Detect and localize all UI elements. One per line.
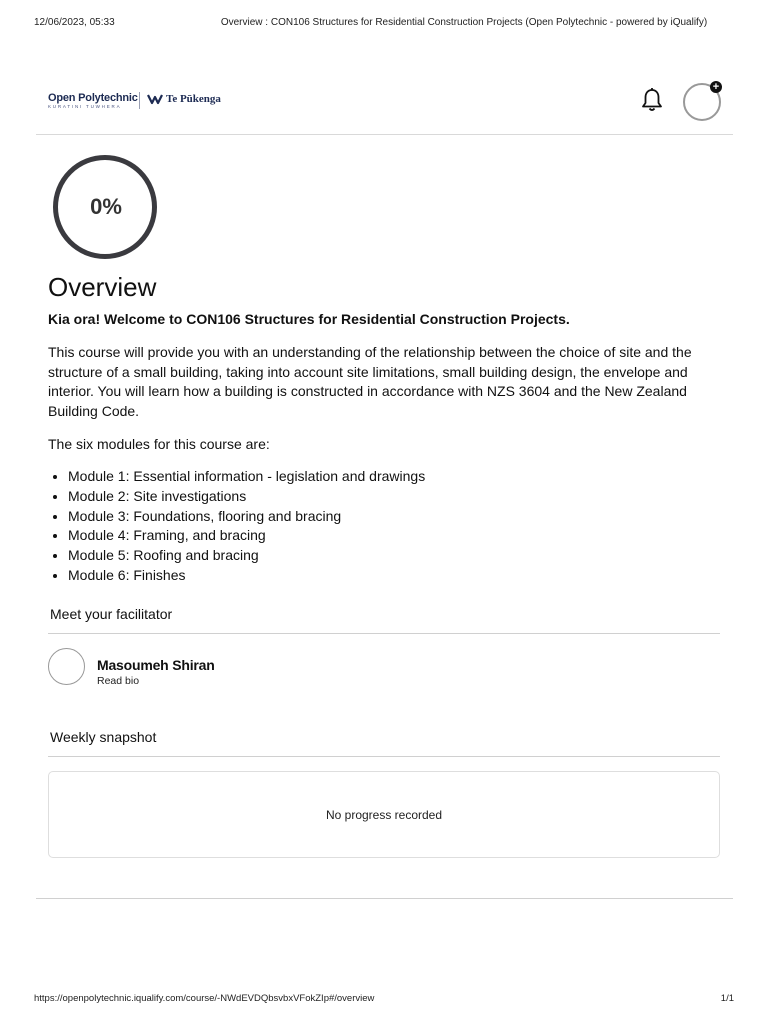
course-progress-ring bbox=[51, 155, 161, 259]
print-url: https://openpolytechnic.iqualify.com/course/-NWdEVDQbsvbxVFokZIp#/overview bbox=[34, 993, 375, 1004]
print-datetime: 12/06/2023, 05:33 bbox=[34, 17, 115, 28]
bell-icon bbox=[639, 87, 665, 113]
print-page-title: Overview : CON106 Structures for Residential Construction Projects (Open Polytechnic - powered by iQualify) bbox=[220, 17, 708, 28]
module-item: • Module 5: Roofing and bracing bbox=[68, 546, 425, 566]
facilitator-name: Masoumeh Shiran bbox=[97, 657, 215, 673]
print-header bbox=[34, 17, 734, 31]
top-bar bbox=[36, 80, 733, 135]
weekly-snapshot-card bbox=[48, 771, 720, 858]
module-item: • Module 4: Framing, and bracing bbox=[68, 526, 425, 546]
facilitator-heading: Meet your facilitator bbox=[48, 606, 720, 634]
weekly-snapshot-heading: Weekly snapshot bbox=[48, 729, 720, 757]
facilitator-avatar bbox=[48, 648, 85, 685]
open-polytechnic-logo[interactable] bbox=[48, 92, 138, 110]
facilitator-card bbox=[48, 648, 348, 688]
te-pukenga-logo[interactable] bbox=[147, 93, 221, 105]
logo-divider bbox=[139, 92, 140, 109]
user-avatar-button[interactable] bbox=[683, 83, 721, 121]
te-pukenga-mark-icon bbox=[147, 93, 163, 105]
print-page-number: 1/1 bbox=[720, 993, 734, 1004]
snapshot-empty-message: No progress recorded bbox=[325, 807, 443, 822]
module-item: • Module 1: Essential information - legislation and drawings bbox=[68, 467, 425, 487]
te-pukenga-logo-name: Te Pūkenga bbox=[166, 93, 221, 105]
module-item: • Module 3: Foundations, flooring and bracing bbox=[68, 507, 425, 527]
welcome-message: Kia ora! Welcome to CON106 Structures for Residential Construction Projects. bbox=[48, 311, 570, 327]
open-polytechnic-logo-name: Open Polytechnic bbox=[48, 92, 138, 104]
modules-intro: The six modules for this course are: bbox=[48, 436, 270, 452]
plus-icon: + bbox=[710, 81, 722, 93]
notifications-button[interactable] bbox=[639, 87, 665, 113]
module-item: • Module 2: Site investigations bbox=[68, 487, 425, 507]
progress-percent: 0% bbox=[90, 194, 122, 219]
read-bio-link[interactable]: Read bio bbox=[97, 675, 140, 687]
module-item: • Module 6: Finishes bbox=[68, 566, 425, 586]
print-footer bbox=[34, 993, 734, 1007]
modules-list bbox=[48, 467, 425, 586]
page-title: Overview bbox=[48, 272, 157, 302]
course-description: This course will provide you with an understanding of the relationship between the choice of site and the structure of a small building, taking into account site limitations, small building design, the envelope and interior. You will learn how a building is constructed in accordance with NZS 3604 and the New Zealand Building Code. bbox=[48, 344, 692, 420]
open-polytechnic-logo-subtitle: KURATINI TUWHERA bbox=[48, 104, 122, 109]
bottom-divider bbox=[36, 898, 733, 899]
